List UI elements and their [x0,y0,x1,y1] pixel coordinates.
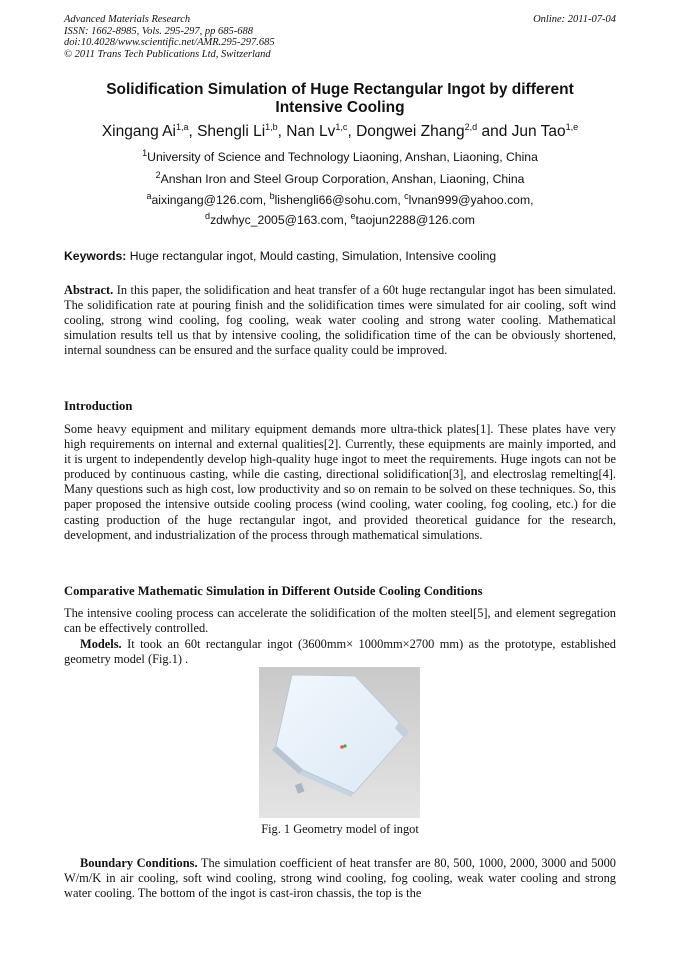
running-header [64,14,616,60]
affiliation-2 [40,169,640,186]
author-list [40,123,640,141]
abstract-label: Abstract. [64,283,114,297]
introduction-heading: Introduction [64,399,133,413]
email-mark: a [146,190,152,201]
affiliation-text: Anshan Iron and Steel Group Corporation, Anshan, Liaoning, China [160,172,525,186]
section-heading: Comparative Mathematic Simulation in Different Outside Cooling Conditions [64,584,483,598]
author-affiliation-mark: 1,e [565,121,579,132]
doi-line: doi:10.4028/www.scientific.net/AMR.295-297.685 [64,37,275,48]
title-line-1: Solidification Simulation of Huge Rectangular Ingot by different [106,81,574,98]
author-separator: , [188,123,198,140]
author-separator: , [277,123,287,140]
author-name: Nan Lv [286,123,336,140]
affiliation-mark: 2 [155,169,161,180]
email-link[interactable]: lishengli66@sohu.com, [274,193,405,207]
author-separator: and [477,123,512,140]
models-paragraph [64,637,616,667]
author-separator: , [347,123,357,140]
axis-marker-red [340,745,344,749]
email-link[interactable]: taojun2288@126.com [355,213,475,227]
affiliation-text: University of Science and Technology Liaoning, Anshan, Liaoning, China [147,150,538,164]
keywords-text: Huge rectangular ingot, Mould casting, Simulation, Intensive cooling [126,249,497,263]
keywords [64,249,616,263]
email-mark: e [350,210,356,221]
models-label: Models. [80,637,122,651]
email-link[interactable]: zdwhyc_2005@163.com, [210,213,351,227]
journal-name: Advanced Materials Research [64,14,191,25]
affiliation-mark: 1 [142,147,148,158]
figure-caption: Fig. 1 Geometry model of ingot [261,822,419,836]
author-name: Dongwei Zhang [356,123,465,140]
ingot-model-image [259,667,420,818]
issn-line: ISSN: 1662-8985, Vols. 295-297, pp 685-688 [64,25,253,37]
email-line-2 [40,210,640,227]
author-name: Xingang Ai [101,123,176,140]
email-link[interactable]: lvnan999@yahoo.com, [408,193,534,207]
email-mark: d [205,210,211,221]
keywords-label: Keywords: [64,249,127,263]
abstract-text: In this paper, the solidification and heat transfer of a 60t huge rectangular ingot has been simulated. The solidification rate at pouring finish and the solidification times were simulated for air cooling, soft wind cooling, strong wind cooling, fog cooling, weak water cooling and strong water cooling. Mathematical simulation results tell us that by intensive cooling, the solidification time of the can be obviously shortened, internal soundness can be ensured and the surface quality could be improved. [64,283,616,358]
online-date: Online: 2011-07-04 [533,14,616,25]
author-affiliation-mark: 1,a [175,121,189,132]
copyright-line: © 2011 Trans Tech Publications Ltd, Switzerland [64,48,271,60]
author-name: Shengli Li [197,123,266,140]
abstract-paragraph [64,283,616,358]
section-paragraph: The intensive cooling process can accelerate the solidification of the molten steel[5], and element segregation can be effectively controlled. [64,606,616,636]
author-affiliation-mark: 2,d [464,121,478,132]
figure-geometry-model [259,667,420,818]
axis-marker-green [343,744,346,747]
boundary-label: Boundary Conditions. [80,856,198,870]
email-link[interactable]: aixingang@126.com, [151,193,270,207]
author-name: Jun Tao [511,123,566,140]
models-text: It took an 60t rectangular ingot (3600mm× 1000mm×2700 mm) as the prototype, established geometry model (Fig.1) . [64,637,616,667]
author-affiliation-mark: 1,b [265,121,278,132]
email-line-1 [40,190,640,207]
paper-title [64,81,616,117]
author-affiliation-mark: 1,c [335,121,348,132]
email-mark: c [404,190,409,201]
email-mark: b [269,190,275,201]
boundary-paragraph [64,856,616,901]
introduction-paragraph: Some heavy equipment and military equipment demands more ultra-thick plates[1]. These plates have very high requirements on internal and external qualities[2]. Currently, these equipments are mainly imported, and it is urgent to independently develop high-quality huge ingot to meet the requirements. Huge ingots can not be produced by continuous casting, while die casting, directional solidification[3], and electroslag remelting[4]. Many questions such as high cost, low productivity and so on remain to be solved on these techniques. So, this paper proposed the intensive outside cooling process (wind cooling, water cooling, fog cooling, etc.) for die casting production of the huge rectangular ingot, and provided theoretical guidance for the research, development, and industrialization of the process through mathematical simulations. [64,422,616,542]
title-line-2: Intensive Cooling [275,99,405,116]
boundary-text: The simulation coefficient of heat transfer are 80, 500, 1000, 2000, 3000 and 5000 W/m/K in air cooling, soft wind cooling, strong wind cooling, fog cooling, weak water cooling and strong water cooling. The bottom of the ingot is cast-iron chassis, the top is the [64,856,616,901]
affiliation-1 [40,147,640,164]
